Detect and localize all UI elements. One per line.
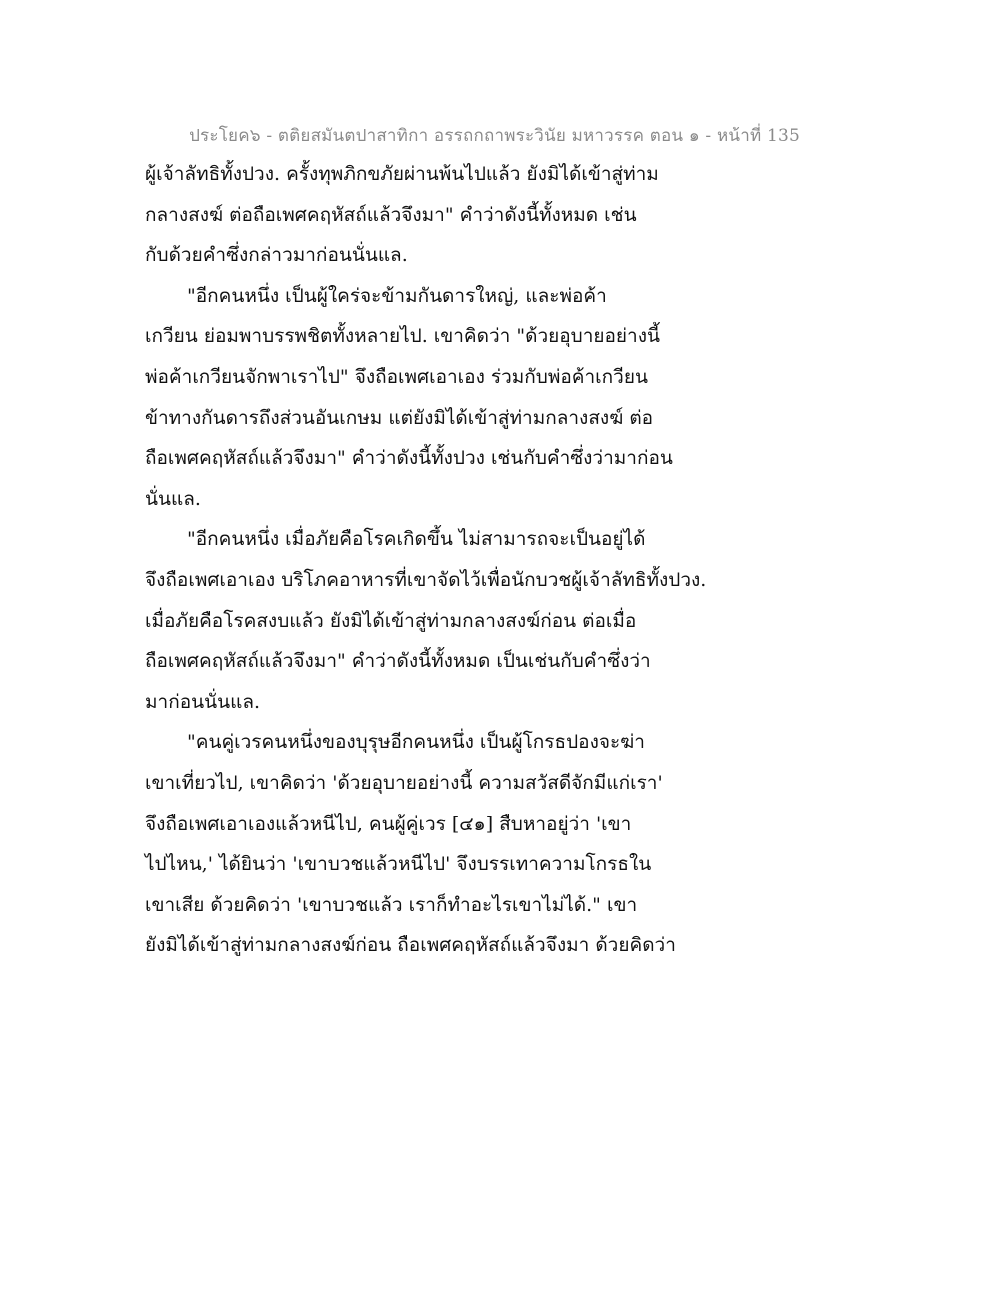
text-line: ยังมิได้เข้าสู่ท่ามกลางสงฆ์ก่อน ถือเพศคฤหัสถ์แล้วจึงมา ด้วยคิดว่า — [145, 934, 676, 957]
text-line: นั่นแล. — [145, 487, 201, 510]
text-line: เกวียน ย่อมพาบรรพชิตทั้งหลายไป. เขาคิดว่า "ด้วยอุบายอย่างนี้ — [145, 325, 660, 348]
text-line: เขาเสีย ด้วยคิดว่า 'เขาบวชแล้ว เราก็ทำอะไรเขาไม่ได้." เขา — [145, 893, 638, 916]
body-text — [145, 154, 705, 966]
text-line: ไปไหน,' ได้ยินว่า 'เขาบวชแล้วหนีไป' จึงบรรเทาความโกรธใน — [145, 853, 652, 876]
text-line: จึงถือเพศเอาเอง บริโภคอาหารที่เขาจัดไว้เพื่อนักบวชผู้เจ้าลัทธิทั้งปวง. — [145, 568, 707, 591]
text-line: มาก่อนนั่นแล. — [145, 690, 261, 713]
text-line: ถือเพศคฤหัสถ์แล้วจึงมา" คำว่าดังนี้ทั้งหมด เป็นเช่นกับคำซึ่งว่า — [145, 650, 651, 673]
text-line: กลางสงฆ์ ต่อถือเพศคฤหัสถ์แล้วจึงมา" คำว่าดังนี้ทั้งหมด เช่น — [145, 203, 637, 226]
text-line: จึงถือเพศเอาเองแล้วหนีไป, คนผู้คู่เวร [๔๑] สืบหาอยู่ว่า 'เขา — [145, 812, 632, 835]
running-header: ประโยค๖ - ตติยสมันตปาสาทิกา อรรถกถาพระวินัย มหาวรรค ตอน ๑ - หน้าที่ 135 — [189, 126, 800, 146]
text-line: เมื่อภัยคือโรคสงบแล้ว ยังมิได้เข้าสู่ท่ามกลางสงฆ์ก่อน ต่อเมื่อ — [145, 609, 637, 632]
paragraph-first-line: "คนคู่เวรคนหนึ่งของบุรุษอีกคนหนึ่ง เป็นผู้โกรธปองจะฆ่า — [187, 731, 645, 754]
text-line: ถือเพศคฤหัสถ์แล้วจึงมา" คำว่าดังนี้ทั้งปวง เช่นกับคำซึ่งว่ามาก่อน — [145, 447, 673, 470]
text-line: ข้าทางกันดารถึงส่วนอันเกษม แต่ยังมิได้เข้าสู่ท่ามกลางสงฆ์ ต่อ — [145, 406, 654, 429]
paragraph-first-line: "อีกคนหนึ่ง เป็นผู้ใคร่จะข้ามกันดารใหญ่, และพ่อค้า — [187, 284, 607, 307]
text-line: เขาเที่ยวไป, เขาคิดว่า 'ด้วยอุบายอย่างนี้ ความสวัสดีจักมีแก่เรา' — [145, 771, 663, 794]
text-line: กับด้วยคำซึ่งกล่าวมาก่อนนั่นแล. — [145, 244, 408, 267]
text-line: พ่อค้าเกวียนจักพาเราไป" จึงถือเพศเอาเอง ร่วมกับพ่อค้าเกวียน — [145, 365, 648, 388]
text-line: ผู้เจ้าลัทธิทั้งปวง. ครั้งทุพภิกขภัยผ่านพ้นไปแล้ว ยังมิได้เข้าสู่ท่าม — [145, 163, 659, 185]
paragraph-first-line: "อีกคนหนึ่ง เมื่อภัยคือโรคเกิดขึ้น ไม่สามารถจะเป็นอยู่ได้ — [187, 528, 646, 551]
